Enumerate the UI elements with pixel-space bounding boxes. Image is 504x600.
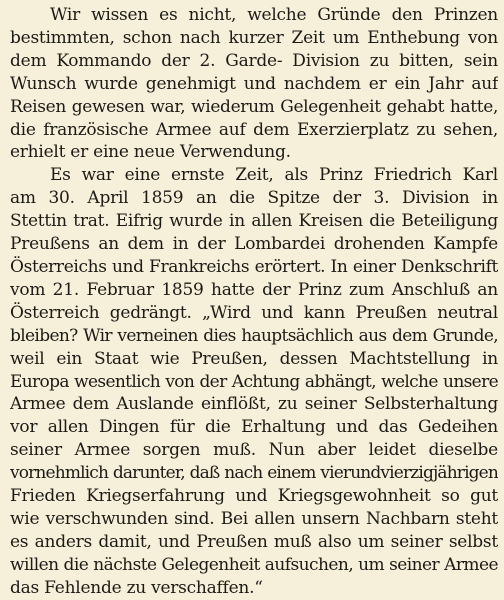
text-line: dem Kommando der 2. Garde- Division zu bitten, sein [10, 50, 498, 71]
text-line: vom 21. Februar 1859 hatte der Prinz zum Anschluß an [10, 279, 498, 300]
text-line: das Fehlende zu verschaffen.“ [10, 577, 263, 598]
text-line: bleiben? Wir verneinen dies hauptsächlich aus dem Grunde, [10, 325, 498, 346]
text-line: Österreich gedrängt. „Wird und kann Preußen neutral [10, 302, 498, 323]
text-line: erhielt er eine neue Verwendung. [10, 142, 291, 163]
text-line: Stettin trat. Eifrig wurde in allen Kreisen die Beteiligung [10, 211, 498, 232]
text-line: Europa wesentlich von der Achtung abhängt, welche unsere [10, 371, 498, 392]
text-line: Wunsch wurde genehmigt und nachdem er ein Jahr auf [10, 73, 498, 94]
text-line: Wir wissen es nicht, welche Gründe den Prinzen [50, 5, 498, 25]
text-line: am 30. April 1859 an die Spitze der 3. Division in [10, 188, 498, 209]
text-line: weil ein Staat wie Preußen, dessen Machtstellung in [10, 348, 498, 369]
text-line: vornehmlich darunter, daß nach einem vierundvierzigjährigen [10, 463, 498, 484]
text-line: wie verschwunden sind. Bei allen unsern Nachbarn steht [10, 508, 498, 529]
text-line: Armee dem Auslande einflößt, zu seiner Selbsterhaltung [10, 394, 498, 415]
paragraph-1 [10, 4, 498, 164]
text-line: seiner Armee sorgen muß. Nun aber leidet dieselbe [10, 440, 498, 461]
text-line: es anders damit, und Preußen muß also um seiner selbst [10, 531, 498, 552]
text-line: Es war eine ernste Zeit, als Prinz Friedrich Karl [50, 165, 498, 186]
text-line: Reisen gewesen war, wiederum Gelegenheit gehabt hatte, [10, 96, 498, 117]
text-line: bestimmten, schon nach kurzer Zeit um Enthebung von [10, 27, 498, 48]
text-line: Frieden Kriegserfahrung und Kriegsgewohnheit so gut [10, 486, 498, 507]
text-line: die französische Armee auf dem Exerzierplatz zu sehen, [10, 119, 498, 140]
text-line: Preußens an dem in der Lombardei drohenden Kampfe [10, 234, 498, 255]
text-line: vor allen Dingen für die Erhaltung und das Gedeihen [10, 417, 498, 438]
paragraph-2 [10, 164, 498, 599]
text-line: Österreichs und Frankreichs erörtert. In einer Denkschrift [10, 256, 498, 277]
text-line: willen die nächste Gelegenheit aufsuchen, um seiner Armee [10, 554, 498, 575]
